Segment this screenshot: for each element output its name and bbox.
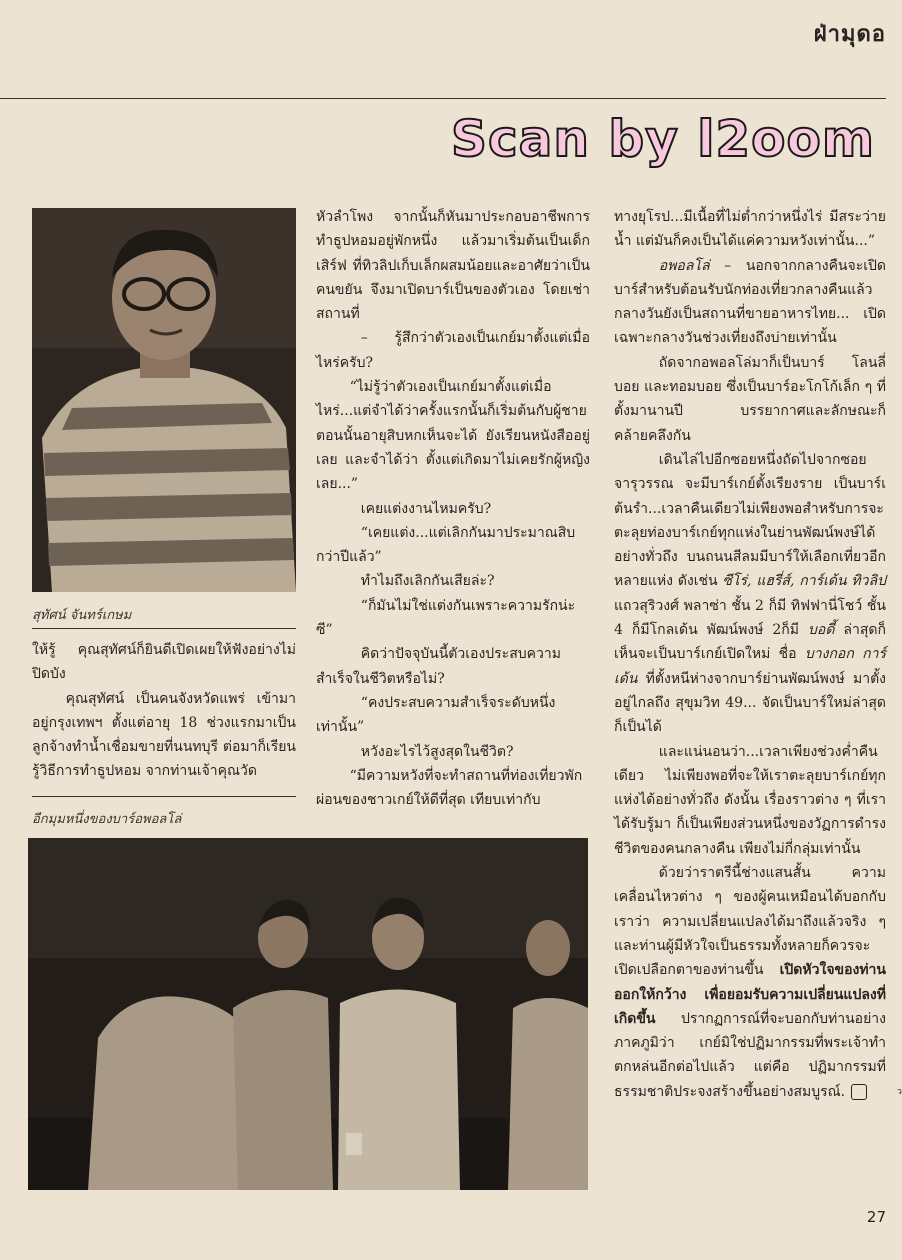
- left-column-text: [32, 638, 296, 784]
- paragraph-text: ปรากฏการณ์ที่จะบอกกับท่านอย่างภาคภูมิว่า เกย์มิใช่ปฏิมากรรมที่พระเจ้าทำตกหล่นอีกต่อไปแล้ว แต่คือ ปฏิมากรรมที่ธรรมชาติประจงสร้างขึ้นอย่างสมบูรณ์.: [614, 1010, 886, 1100]
- paragraph: [614, 448, 886, 740]
- answer: “มีความหวังที่จะทำสถานที่ท่องเที่ยวพักผ่อนของชาวเกย์ให้ดีที่สุด เทียบเท่ากับ: [316, 767, 583, 809]
- right-column-text: [614, 205, 902, 1104]
- magazine-masthead: ฝ่ามุดอ: [813, 22, 886, 47]
- page-number: 27: [866, 1208, 886, 1226]
- paragraph-text: เดินไล่ไปอีกซอยหนึ่งถัดไปจากซอยจารุวรรณ จะมีบาร์เกย์ตั้งเรียงราย เป็นบาร์เต้นรำ...เวลาคืนเดียวไม่เพียงพอสำหรับการจะตะลุยท่องบาร์เกย์ทุกแห่งในย่านพัฒน์พงษ์ได้อย่างทั่วถึง บนถนนสีลมมีบาร์ให้เลือกเที่ยวอีกหลายแห่ง ดังเช่น: [614, 451, 886, 590]
- paragraph: ให้รู้ คุณสุทัศน์ก็ยินดีเปิดเผยให้ฟังอย่างไม่ปิดบัง: [32, 642, 296, 683]
- paragraph-text: – นอกจากกลางคืนจะเปิดบาร์สำหรับต้อนรับนักท่องเที่ยวกลางคืนแล้ว กลางวันยังเป็นสถานที่ขายอาหารไทย... เปิดเฉพาะกลางวันช่วงเที่ยงถึงบ่ายเท่านั้น: [614, 257, 886, 347]
- venue-name: ซีโร่, แฮรี่ส์, การ์เด้น ทิวลิป: [722, 573, 886, 590]
- paragraph: หัวลำโพง จากนั้นก็หันมาประกอบอาชีพการทำธูปหอมอยู่พักหนึ่ง แล้วมาเริ่มต้นเป็นเด็กเสิร์ฟ ที่ทิวลิปเก็บเล็กผสมน้อยและอาศัยว่าเป็นคนขยัน จึงมาเปิดบาร์เป็นของตัวเอง โดยเช่าสถานที่: [316, 209, 590, 323]
- question: ทำไมถึงเลิกกันเสียล่ะ?: [360, 573, 495, 590]
- paragraph: ถัดจากอพอลโล่มาก็เป็นบาร์ โลนลี่บอย และทอมบอย ซึ่งเป็นบาร์อะโกโก้เล็ก ๆ ที่ตั้งมานานปี บรรยากาศและลักษณะก็คล้ายคลึงกัน: [614, 354, 886, 444]
- end-mark-icon: ว: [851, 1084, 867, 1100]
- bar-photo-caption: อีกมุมหนึ่งของบาร์อพอลโล่: [32, 812, 182, 827]
- question: หวังอะไรไว้สูงสุดในชีวิต?: [360, 743, 514, 760]
- paragraph: [614, 254, 886, 351]
- question: – รู้สึกว่าตัวเองเป็นเกย์มาตั้งแต่เมื่อไหร่ครับ?: [316, 330, 590, 371]
- emphasis-text: เปิดหัวใจของท่านออกให้กว้าง เพื่อยอมรับความเปลี่ยนแปลงที่เกิดขึ้น: [614, 962, 886, 1027]
- paragraph: ทางยุโรป...มีเนื้อที่ไม่ต่ำกว่าหนึ่งไร่ มีสระว่ายน้ำ แต่มันก็คงเป็นได้แค่ความหวังเท่านั้น...”: [614, 209, 886, 250]
- answer: “คงประสบความสำเร็จระดับหนึ่งเท่านั้น”: [316, 694, 556, 736]
- venue-name: บอดี้: [808, 622, 835, 639]
- portrait-photo: [32, 208, 296, 592]
- header-rule: [0, 98, 886, 99]
- caption-rule: [32, 628, 296, 629]
- answer: “ก็มันไม่ใช่แต่งกันเพราะความรักน่ะซี”: [316, 597, 576, 639]
- paragraph-text: แถวสุริวงศ์ พลาซ่า ชั้น 2 ก็มี ทิฟฟานี่โชว์ ชั้น 4 ก็มีโกลเด้น พัฒน์พงษ์ 2ก็มี: [614, 597, 886, 639]
- answer: “เคยแต่ง...แต่เลิกกันมาประมาณสิบกว่าปีแล้ว”: [316, 524, 576, 566]
- bar-scene-photo: [28, 838, 588, 1190]
- paragraph: [614, 861, 902, 1104]
- portrait-caption: สุทัศน์ จันทร์เกษม: [32, 608, 132, 623]
- paragraph-text: ล่าสุดก็เห็นจะเป็นบาร์เกย์เปิดใหม่ ชื่อ: [614, 622, 886, 663]
- question: เคยแต่งงานไหมครับ?: [360, 500, 492, 517]
- paragraph: คุณสุทัศน์ เป็นคนจังหวัดแพร่ เข้ามาอยู่กรุงเทพฯ ตั้งแต่อายุ 18 ช่วงแรกมาเป็นลูกจ้างทำน้ำเชื่อมขายที่นนทบุรี ต่อมาก็เรียนรู้วิธีการทำธูปหอม จากท่านเจ้าคุณวัด: [32, 690, 296, 780]
- paragraph-text: ด้วยว่าราตรีนี้ช่างแสนสั้น ความเคลื่อนไหวต่าง ๆ ของผู้คนเหมือนได้บอกกับเราว่า ความเปลี่ยนแปลงได้มาถึงแล้วจริง ๆ และท่านผู้มีหัวใจเป็นธรรมทั้งหลายก็ควรจะเปิดเปลือกตาของท่านขึ้น: [614, 865, 886, 979]
- caption-rule: [32, 796, 296, 797]
- scanner-watermark: Scan by l2oom: [451, 110, 875, 168]
- question: คิดว่าปัจจุบันนี้ตัวเองประสบความสำเร็จในชีวิตหรือไม่?: [316, 646, 561, 687]
- venue-name: บางกอก การ์เด้น: [614, 646, 886, 687]
- venue-name: อพอลโล่: [658, 257, 710, 274]
- paragraph: และแน่นอนว่า...เวลาเพียงช่วงค่ำคืนเดียว ไม่เพียงพอที่จะให้เราตะลุยบาร์เกย์ทุกแห่งได้อย่างทั่วถึง ดังนั้น เรื่องราวต่าง ๆ ที่เราได้รับรู้มา ก็เป็นเพียงส่วนหนึ่งของวัฏการดำรงชีวิตของคนกลางคืน เพียงไม่กี่กลุ่มเท่านั้น: [614, 743, 886, 857]
- answer: “ไม่รู้ว่าตัวเองเป็นเกย์มาตั้งแต่เมื่อไหร่...แต่จำได้ว่าครั้งแรกนั้นก็เริ่มต้นกับผู้ชาย ตอนนั้นอายุสิบหกเห็นจะได้ ยังเรียนหนังสืออยู่เลย และจำได้ว่า ตั้งแต่เกิดมาไม่เคยรักผู้หญิงเลย...”: [316, 379, 590, 493]
- paragraph-text: ที่ตั้งหนีห่างจากบาร์ย่านพัฒน์พงษ์ มาตั้งอยู่ไกลถึง สุขุมวิท 49... จัดเป็นบาร์ใหม่ล่าสุดก็เป็นได้: [614, 670, 886, 736]
- middle-column-text: [316, 205, 590, 812]
